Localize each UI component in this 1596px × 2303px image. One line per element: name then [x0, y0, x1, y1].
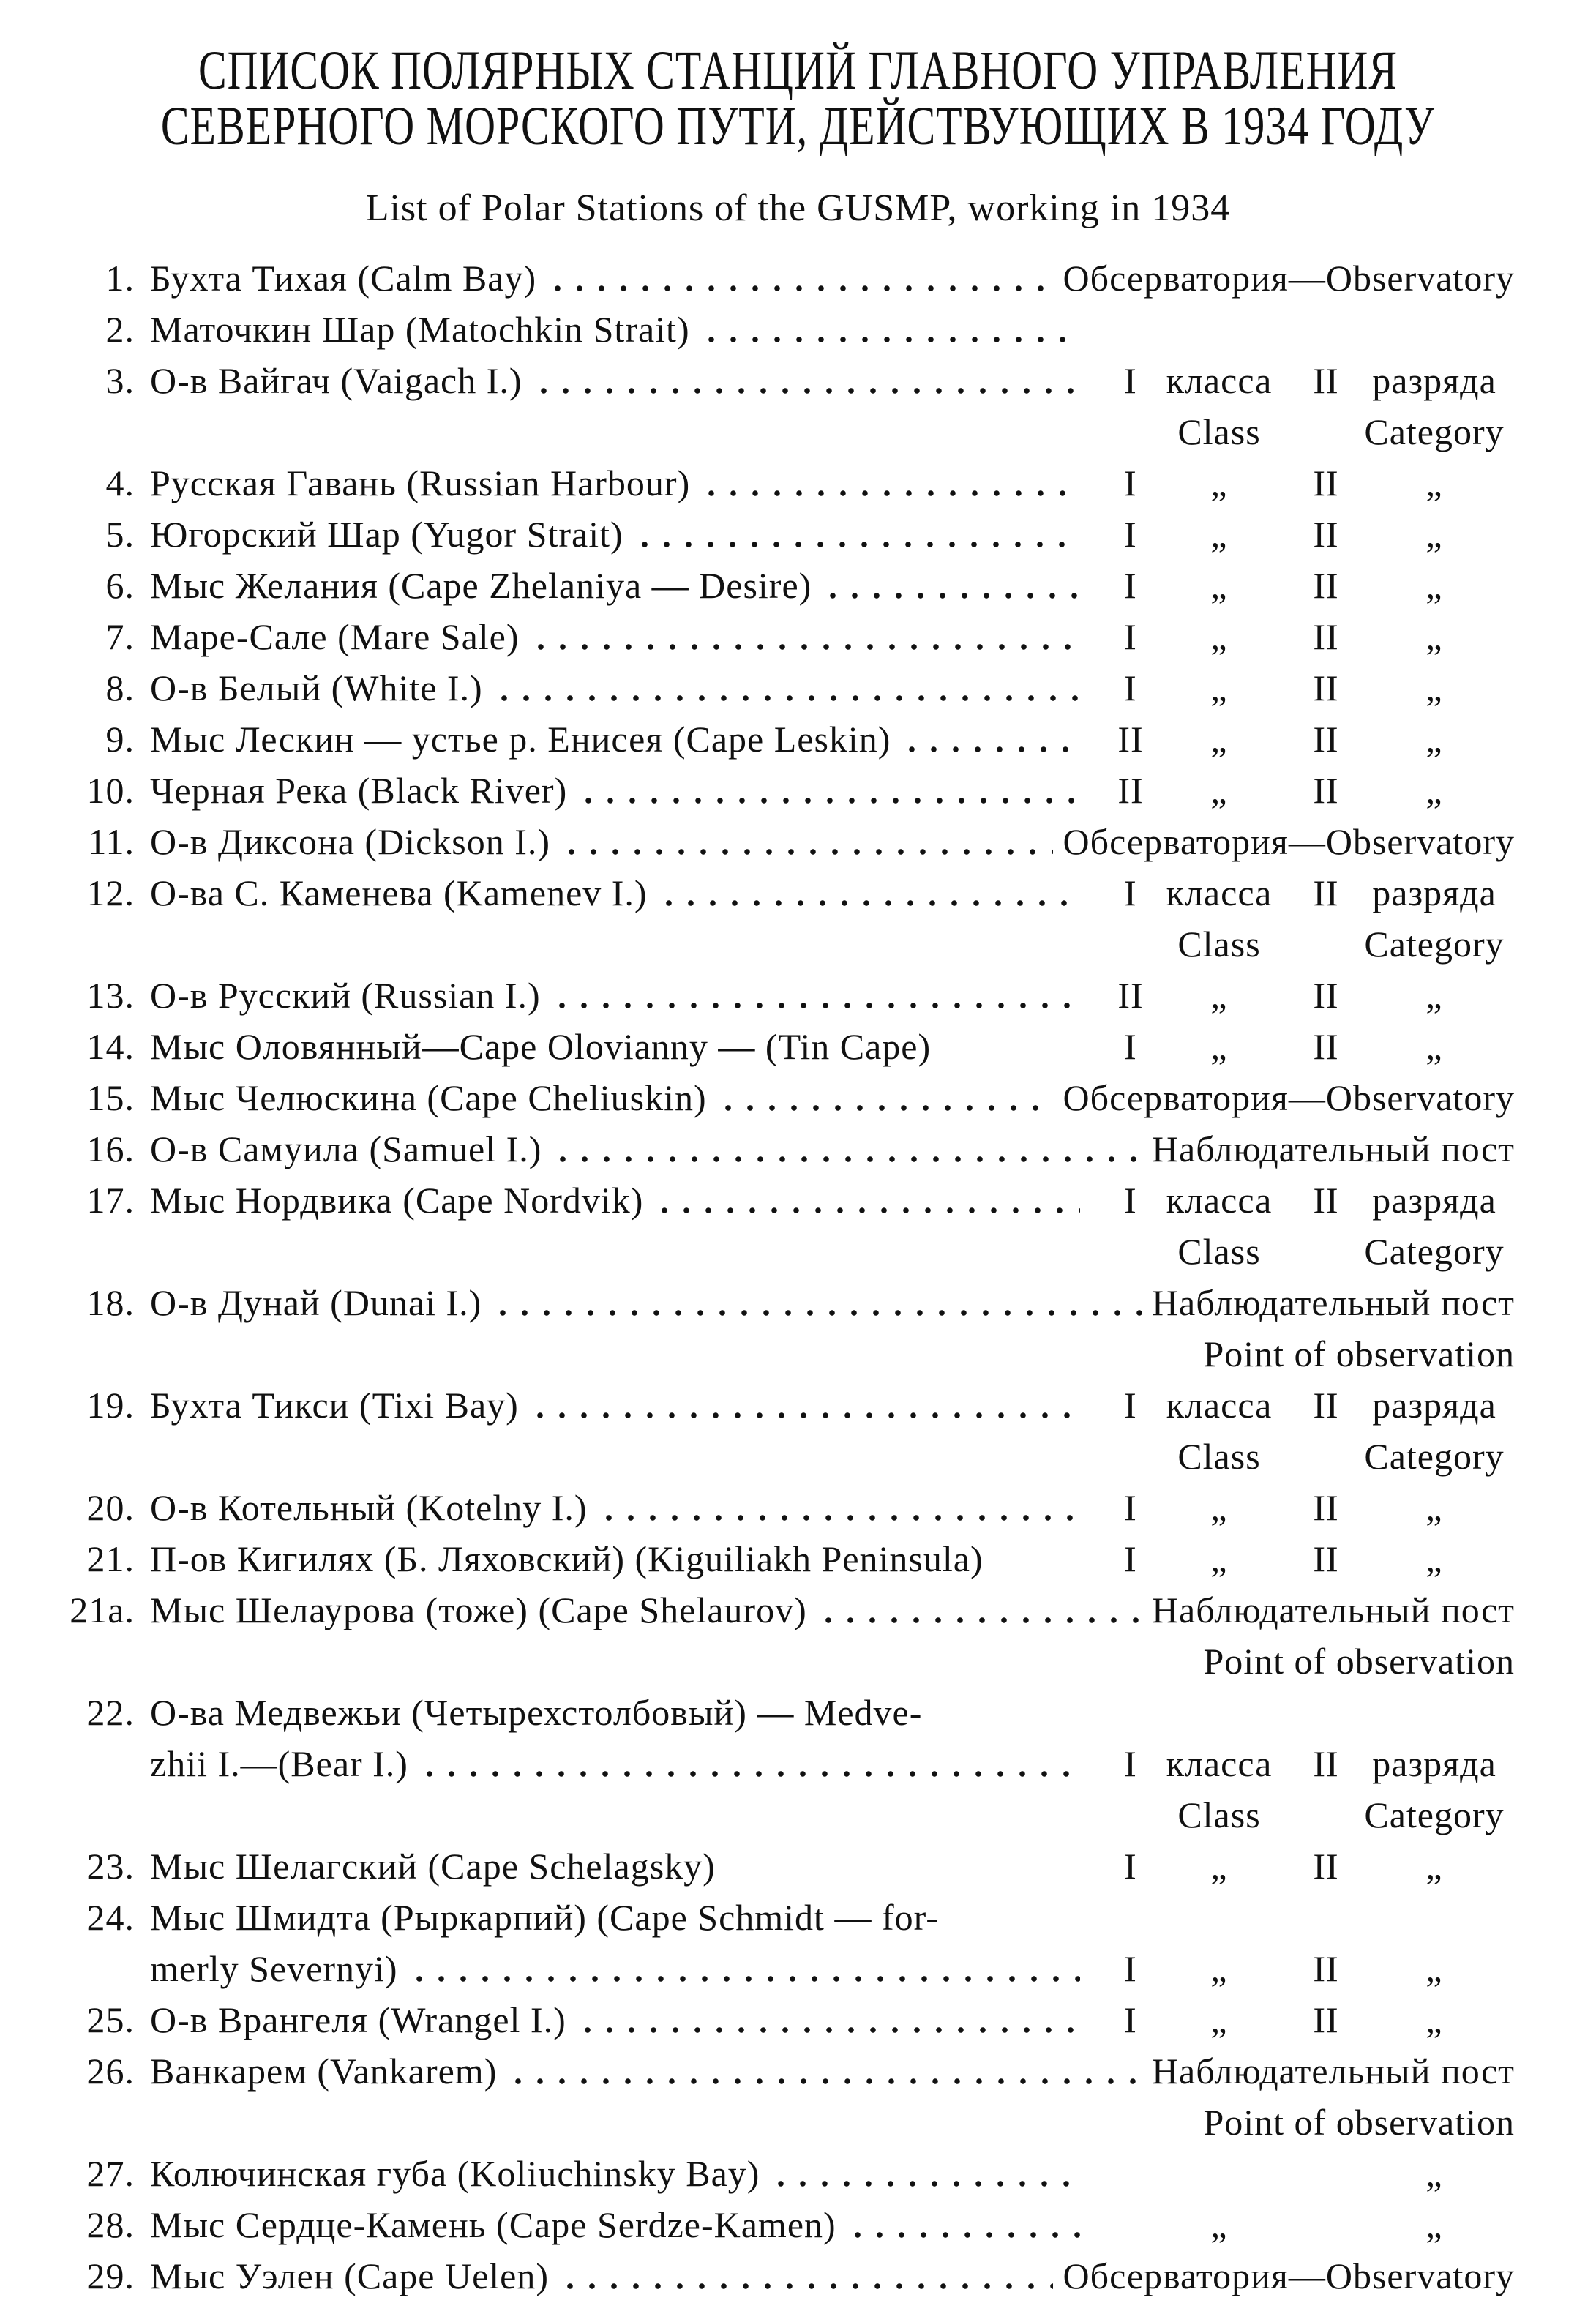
title-line-2	[0, 94, 1596, 157]
entry-number: 2.	[105, 309, 135, 350]
column-value-3: II	[1313, 463, 1339, 503]
dot-leader	[493, 662, 1080, 714]
column-value-2: „	[1210, 770, 1228, 811]
column-value-4: „	[1425, 770, 1443, 811]
column-value-4: разряда	[1372, 1180, 1496, 1221]
title-line-2-text: СЕВЕРНОГО МОРСКОГО ПУТИ, ДЕЙСТВУЮЩИХ В 1934 ГОДУ	[160, 94, 1436, 157]
column-value-2: „	[1210, 719, 1228, 760]
column-value-1: I	[1124, 514, 1137, 555]
dot-leader	[577, 765, 1080, 816]
column-value-4: разряда	[1372, 872, 1496, 913]
column-value-2: „	[1210, 1487, 1228, 1528]
column-value-1: I	[1124, 1026, 1137, 1067]
dot-leader	[492, 1277, 1142, 1328]
station-entry	[0, 816, 1596, 867]
station-type: Обсерватория—Observatory	[1063, 821, 1515, 862]
entry-body	[150, 1123, 1515, 1175]
column-value-1: I	[1124, 1743, 1137, 1784]
column-value-4: разряда	[1372, 1385, 1496, 1426]
column-value-3: II	[1313, 616, 1339, 657]
class-category-columns	[1090, 662, 1515, 714]
class-category-columns	[1090, 2148, 1515, 2199]
entry-number: 9.	[105, 719, 135, 760]
column-value-1: II	[1117, 975, 1144, 1016]
class-category-columns	[1090, 1738, 1515, 1789]
dot-leader	[561, 816, 1052, 867]
column-value-2: Class	[1177, 924, 1261, 965]
dot-leader	[419, 1738, 1080, 1789]
column-value-2: „	[1210, 975, 1228, 1016]
entry-number: 29.	[86, 2255, 135, 2296]
column-value-2: класса	[1166, 360, 1273, 401]
column-value-1: I	[1124, 1846, 1137, 1887]
column-value-1: I	[1124, 463, 1137, 503]
class-category-columns	[1090, 1994, 1515, 2045]
dot-leader	[700, 304, 1080, 355]
column-value-4: „	[1425, 719, 1443, 760]
class-category-columns	[1090, 560, 1515, 611]
station-entry	[0, 457, 1596, 509]
station-entry	[0, 1021, 1596, 1072]
entry-number: 25.	[86, 1999, 135, 2040]
station-entry	[0, 304, 1596, 355]
class-category-columns	[1090, 406, 1515, 457]
class-category-columns	[1090, 970, 1515, 1021]
station-name: Ванкарем (Vankarem)	[150, 2051, 498, 2092]
entry-subline	[150, 1226, 1515, 1277]
station-name: О-в Вайгач (Vaigach I.)	[150, 360, 522, 401]
entry-body	[150, 970, 1515, 1021]
dot-leader	[559, 2250, 1052, 2302]
entry-body	[150, 662, 1515, 714]
entry-number: 6.	[105, 565, 135, 606]
station-entry	[0, 1277, 1596, 1328]
column-value-2: „	[1210, 565, 1228, 606]
station-entry	[0, 560, 1596, 611]
dot-leader	[598, 1482, 1080, 1533]
column-value-3: II	[1313, 1538, 1339, 1579]
entry-number: 24.	[86, 1897, 135, 1938]
station-name: О-в Русский (Russian I.)	[150, 975, 541, 1016]
entry-number: 23.	[86, 1846, 135, 1887]
column-value-4: „	[1425, 667, 1443, 708]
dot-leader	[408, 1943, 1080, 1994]
entry-body	[150, 2148, 1515, 2199]
class-category-columns	[1090, 1175, 1515, 1226]
station-entry	[0, 611, 1596, 662]
station-name: П-ов Кигилях (Б. Ляховский) (Kiguiliakh Peninsula)	[150, 1538, 984, 1579]
column-value-1: I	[1124, 1180, 1137, 1221]
entry-number: 28.	[86, 2204, 135, 2245]
column-value-3: II	[1313, 1999, 1339, 2040]
class-category-columns	[1090, 1021, 1515, 1072]
station-entry	[0, 2250, 1596, 2302]
entry-body	[150, 457, 1515, 509]
column-value-4: „	[1425, 1999, 1443, 2040]
class-category-columns	[1090, 611, 1515, 662]
station-name: Мыс Лескин — устье р. Енисея (Cape Leskin)	[150, 719, 891, 760]
column-value-3: II	[1313, 1385, 1339, 1426]
station-type: Наблюдательный пост	[1151, 1128, 1515, 1169]
column-value-1: I	[1124, 1538, 1137, 1579]
station-entry	[0, 1175, 1596, 1226]
column-value-3: II	[1313, 1948, 1339, 1989]
column-value-3: II	[1313, 667, 1339, 708]
column-value-3: II	[1313, 719, 1339, 760]
station-name: Черная Река (Black River)	[150, 770, 568, 811]
column-value-1: II	[1117, 770, 1144, 811]
column-value-2: „	[1210, 2204, 1228, 2245]
station-name: Русская Гавань (Russian Harbour)	[150, 463, 691, 503]
column-value-3: II	[1313, 872, 1339, 913]
column-value-2: класса	[1166, 1743, 1273, 1784]
column-value-1: I	[1124, 360, 1137, 401]
station-entry	[0, 1584, 1596, 1636]
entry-number: 12.	[86, 872, 135, 913]
entry-number: 14.	[86, 1026, 135, 1067]
column-value-4: Category	[1364, 411, 1505, 452]
dot-leader	[634, 509, 1080, 560]
station-name: О-в Белый (White I.)	[150, 667, 483, 708]
station-entry	[0, 970, 1596, 1021]
column-value-4: „	[1425, 565, 1443, 606]
column-value-3: II	[1313, 1743, 1339, 1784]
column-value-1: II	[1117, 719, 1144, 760]
column-value-3: II	[1313, 1026, 1339, 1067]
station-entry	[0, 714, 1596, 765]
entry-body	[150, 509, 1515, 560]
class-category-columns	[1090, 457, 1515, 509]
station-name: Югорский Шар (Yugor Strait)	[150, 514, 623, 555]
station-entry	[0, 765, 1596, 816]
station-name: Мыс Шелагский (Cape Schelagsky)	[150, 1846, 716, 1887]
column-value-2: „	[1210, 1026, 1228, 1067]
column-value-1: I	[1124, 1487, 1137, 1528]
column-value-2: „	[1210, 1999, 1228, 2040]
column-value-1: I	[1124, 565, 1137, 606]
class-category-columns	[1090, 1789, 1515, 1840]
station-entry	[0, 1840, 1596, 1892]
station-entry	[0, 867, 1596, 918]
station-name: Маточкин Шар (Matochkin Strait)	[150, 309, 690, 350]
column-value-4: Category	[1364, 1794, 1505, 1835]
entry-number: 4.	[105, 463, 135, 503]
entry-number: 16.	[86, 1128, 135, 1169]
station-entry	[0, 1892, 1596, 1943]
column-value-2: „	[1210, 514, 1228, 555]
entry-body	[150, 560, 1515, 611]
column-value-1: I	[1124, 1999, 1137, 2040]
column-value-4: „	[1425, 463, 1443, 503]
entry-body	[150, 1482, 1515, 1533]
station-entry	[0, 1379, 1596, 1431]
column-value-4: Category	[1364, 1436, 1505, 1477]
station-entry	[0, 1123, 1596, 1175]
column-value-4: „	[1425, 514, 1443, 555]
column-value-2: Class	[1177, 1794, 1261, 1835]
column-value-4: разряда	[1372, 1743, 1496, 1784]
entry-body	[150, 1994, 1515, 2045]
entry-body	[150, 1072, 1515, 1123]
column-value-2: „	[1210, 1846, 1228, 1887]
entry-number: 20.	[86, 1487, 135, 1528]
column-value-4: „	[1425, 1948, 1443, 1989]
station-name: Мыс Оловянный—Cape Olovianny — (Tin Cape)	[150, 1026, 932, 1067]
dot-leader	[577, 1994, 1080, 2045]
column-value-2: „	[1210, 463, 1228, 503]
station-name: О-в Дунай (Dunai I.)	[150, 1282, 482, 1323]
station-name-continued: merly Severnyi)	[150, 1948, 398, 1989]
station-entry	[0, 2199, 1596, 2250]
entry-body-continued	[150, 1738, 1515, 1789]
entry-number: 10.	[86, 770, 135, 811]
class-category-columns	[1090, 1840, 1515, 1892]
station-entry	[0, 509, 1596, 560]
column-value-3: II	[1313, 975, 1339, 1016]
entry-number: 3.	[105, 360, 135, 401]
entry-body	[150, 816, 1515, 867]
dot-leader	[653, 1175, 1080, 1226]
entry-subline	[150, 1789, 1515, 1840]
station-type: Обсерватория—Observatory	[1063, 258, 1515, 299]
station-type: Наблюдательный пост	[1151, 2051, 1515, 2092]
station-name: О-в Диксона (Dickson I.)	[150, 821, 551, 862]
class-category-columns	[1090, 1431, 1515, 1482]
list-line	[0, 1226, 1596, 1277]
list-line	[0, 1431, 1596, 1482]
entry-number: 15.	[86, 1077, 135, 1118]
subtitle: List of Polar Stations of the GUSMP, working in 1934	[365, 187, 1231, 229]
station-entry	[0, 1687, 1596, 1738]
entry-body	[150, 714, 1515, 765]
column-value-4: „	[1425, 1026, 1443, 1067]
entry-subline	[150, 1431, 1515, 1482]
station-name: О-в Врангеля (Wrangel I.)	[150, 1999, 566, 2040]
column-value-4: „	[1425, 975, 1443, 1016]
column-value-3: II	[1313, 360, 1339, 401]
list-line	[0, 918, 1596, 970]
class-category-columns	[1090, 1533, 1515, 1584]
title-line-1	[0, 39, 1596, 101]
column-value-2: „	[1210, 1538, 1228, 1579]
entry-body-continued	[150, 1943, 1515, 1994]
column-value-3: II	[1313, 1180, 1339, 1221]
station-entry	[0, 1072, 1596, 1123]
station-name: Мыс Шмидта (Рыркарпий) (Cape Schmidt — for-	[150, 1897, 939, 1938]
entry-body	[150, 2199, 1515, 2250]
entry-body	[150, 1175, 1515, 1226]
column-value-2: Class	[1177, 411, 1261, 452]
class-category-columns	[1090, 1379, 1515, 1431]
entry-number: 21.	[86, 1538, 135, 1579]
column-value-4: „	[1425, 1538, 1443, 1579]
station-name: Мыс Сердце-Камень (Cape Serdze-Kamen)	[150, 2204, 836, 2245]
column-value-1: I	[1124, 872, 1137, 913]
list-line	[0, 1328, 1596, 1379]
list-line	[0, 1789, 1596, 1840]
column-value-2: класса	[1166, 872, 1273, 913]
station-name: Мыс Желания (Cape Zhelaniya — Desire)	[150, 565, 812, 606]
column-value-3: II	[1313, 565, 1339, 606]
station-type: Обсерватория—Observatory	[1063, 1077, 1515, 1118]
station-type: Наблюдательный пост	[1151, 1282, 1515, 1323]
dot-leader	[700, 457, 1080, 509]
column-value-1: I	[1124, 1385, 1137, 1426]
station-entry	[0, 2148, 1596, 2199]
station-type-english: Point of observation	[1203, 1333, 1515, 1374]
empty-columns	[1090, 304, 1515, 355]
class-category-columns	[1090, 509, 1515, 560]
column-value-4: „	[1425, 1846, 1443, 1887]
column-value-4: „	[1425, 2153, 1443, 2194]
dot-leader	[530, 611, 1081, 662]
station-entry	[0, 1994, 1596, 2045]
station-name: Маре-Сале (Mare Sale)	[150, 616, 520, 657]
entry-body	[150, 1840, 1515, 1892]
class-category-columns	[1090, 867, 1515, 918]
list-line	[0, 1943, 1596, 1994]
station-name: О-ва Медвежьи (Четырехстолбовый) — Medve-	[150, 1692, 923, 1733]
station-type: Наблюдательный пост	[1151, 1589, 1515, 1630]
dot-leader	[658, 867, 1080, 918]
column-value-1: I	[1124, 1948, 1137, 1989]
station-entry	[0, 355, 1596, 406]
entry-body	[150, 765, 1515, 816]
station-name: Колючинская губа (Koliuchinsky Bay)	[150, 2153, 760, 2194]
entry-body	[150, 867, 1515, 918]
entry-subline	[150, 918, 1515, 970]
column-value-4: разряда	[1372, 360, 1496, 401]
column-value-4: Category	[1364, 1231, 1505, 1272]
entry-body	[150, 611, 1515, 662]
class-category-columns	[1090, 355, 1515, 406]
column-value-2: Class	[1177, 1231, 1261, 1272]
column-value-4: „	[1425, 2204, 1443, 2245]
station-type-english: Point of observation	[1203, 1641, 1515, 1682]
entry-number: 21a.	[70, 1589, 135, 1630]
column-value-2: „	[1210, 616, 1228, 657]
entry-number: 8.	[105, 667, 135, 708]
class-category-columns	[1090, 765, 1515, 816]
station-entry	[0, 662, 1596, 714]
entry-body	[150, 1533, 1515, 1584]
dot-leader	[551, 970, 1080, 1021]
station-entry	[0, 2045, 1596, 2097]
station-type-english: Point of observation	[1203, 2102, 1515, 2143]
column-value-1: I	[1124, 616, 1137, 657]
entry-number: 11.	[88, 821, 135, 862]
list-line	[0, 2097, 1596, 2148]
entry-number: 5.	[105, 514, 135, 555]
dot-leader	[547, 252, 1052, 304]
dot-leader	[822, 560, 1080, 611]
entry-body	[150, 304, 1515, 355]
station-name: О-в Котельный (Kotelny I.)	[150, 1487, 588, 1528]
column-value-3: II	[1313, 770, 1339, 811]
dot-leader	[552, 1123, 1142, 1175]
column-value-3: II	[1313, 1487, 1339, 1528]
entry-number: 17.	[86, 1180, 135, 1221]
class-category-columns	[1090, 2199, 1515, 2250]
column-value-3: II	[1313, 514, 1339, 555]
dot-leader	[770, 2148, 1080, 2199]
entry-body	[150, 2250, 1515, 2302]
entry-body	[150, 2045, 1515, 2097]
entry-number: 19.	[86, 1385, 135, 1426]
list-line	[0, 1636, 1596, 1687]
column-value-4: „	[1425, 1487, 1443, 1528]
station-type: Обсерватория—Observatory	[1063, 2255, 1515, 2296]
title-line-1-text: СПИСОК ПОЛЯРНЫХ СТАНЦИЙ ГЛАВНОГО УПРАВЛЕНИЯ	[198, 39, 1398, 101]
list-line	[0, 1738, 1596, 1789]
class-category-columns	[1090, 714, 1515, 765]
station-name: Бухта Тихая (Calm Bay)	[150, 258, 537, 299]
column-value-4: Category	[1364, 924, 1505, 965]
station-name: Мыс Нордвика (Cape Nordvik)	[150, 1180, 644, 1221]
column-value-2: „	[1210, 667, 1228, 708]
column-value-4: „	[1425, 616, 1443, 657]
entry-number: 13.	[86, 975, 135, 1016]
station-name-continued: zhii I.—(Bear I.)	[150, 1743, 408, 1784]
dot-leader	[717, 1072, 1053, 1123]
entry-body	[150, 1379, 1515, 1431]
column-value-2: Class	[1177, 1436, 1261, 1477]
station-name: Бухта Тикси (Tixi Bay)	[150, 1385, 519, 1426]
column-value-2: класса	[1166, 1385, 1273, 1426]
station-name: Мыс Шелаурова (тоже) (Cape Shelaurov)	[150, 1589, 807, 1630]
entry-body	[150, 1687, 1515, 1738]
entry-body	[150, 355, 1515, 406]
station-name: Мыс Уэлен (Cape Uelen)	[150, 2255, 550, 2296]
station-name: О-в Самуила (Samuel I.)	[150, 1128, 542, 1169]
station-name: О-ва С. Каменева (Kamenev I.)	[150, 872, 648, 913]
column-value-3: II	[1313, 1846, 1339, 1887]
station-entry	[0, 1533, 1596, 1584]
class-category-columns	[1090, 1226, 1515, 1277]
list-line	[0, 406, 1596, 457]
entry-body	[150, 1021, 1515, 1072]
column-value-1: I	[1124, 667, 1137, 708]
entry-number: 7.	[105, 616, 135, 657]
column-value-2: класса	[1166, 1180, 1273, 1221]
dot-leader	[507, 2045, 1142, 2097]
column-value-2: „	[1210, 1948, 1228, 1989]
entry-body	[150, 1892, 1515, 1943]
station-entry	[0, 252, 1596, 304]
entry-body	[150, 1277, 1515, 1328]
entry-number: 26.	[86, 2051, 135, 2092]
class-category-columns	[1090, 918, 1515, 970]
dot-leader	[529, 1379, 1080, 1431]
entry-number: 1.	[105, 258, 135, 299]
entry-body	[150, 252, 1515, 304]
class-category-columns	[1090, 1943, 1515, 1994]
entry-subline	[150, 406, 1515, 457]
class-category-columns	[1090, 1482, 1515, 1533]
dot-leader	[817, 1584, 1142, 1636]
entry-number: 18.	[86, 1282, 135, 1323]
dot-leader	[847, 2199, 1080, 2250]
station-name: Мыс Челюскина (Cape Cheliuskin)	[150, 1077, 707, 1118]
dot-leader	[533, 355, 1081, 406]
entry-number: 27.	[86, 2153, 135, 2194]
entry-body	[150, 1584, 1515, 1636]
entry-number: 22.	[86, 1692, 135, 1733]
station-entry	[0, 1482, 1596, 1533]
